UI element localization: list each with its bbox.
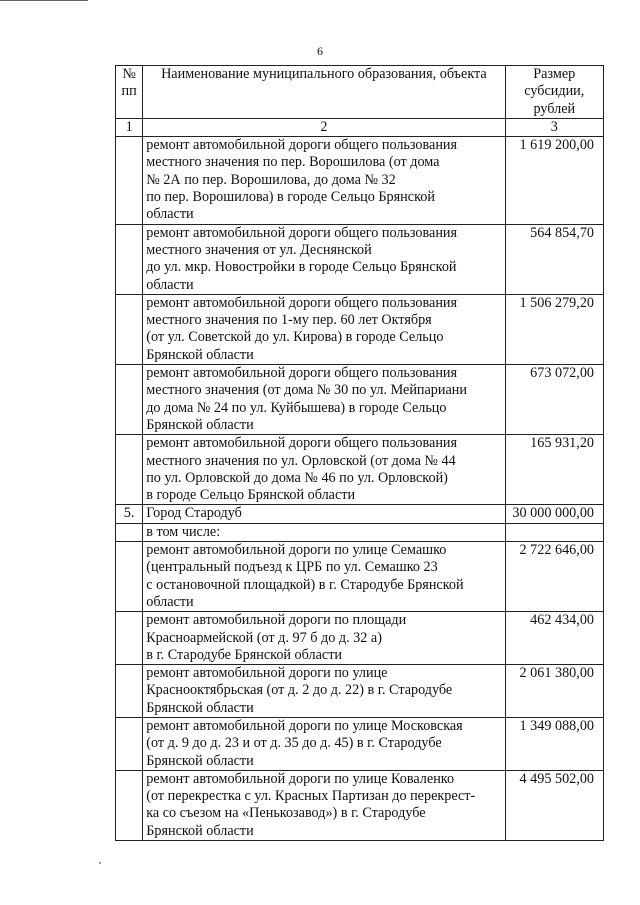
row-number-cell [116, 224, 143, 294]
row-number-cell [116, 365, 143, 435]
subsidy-amount-cell [505, 523, 603, 541]
subsidy-amount-cell: 30 000 000,00 [505, 505, 603, 523]
subsidy-amount-cell: 2 722 646,00 [505, 542, 603, 612]
row-number-cell [116, 770, 143, 840]
object-name-cell: Город Стародуб [143, 505, 505, 523]
table-row [116, 435, 604, 505]
table-row [116, 224, 604, 294]
object-name-cell: в том числе: [143, 523, 505, 541]
table-row [116, 665, 604, 718]
subsidy-amount-cell: 1 506 279,20 [505, 294, 603, 364]
object-name-cell: ремонт автомобильной дороги по площади Красноармейской (от д. 97 б до д. 32 а) в г. Стародубе Брянской области [143, 612, 505, 665]
top-edge-line [0, 0, 88, 1]
row-number-cell [116, 717, 143, 770]
object-name-cell: ремонт автомобильной дороги общего пользования местного значения по пер. Ворошилова (от дома № 2А по пер. Ворошилова, до дома № 32 по пер. Ворошилова) в городе Сельцо Брянской области [143, 137, 505, 224]
table-header-row [116, 66, 604, 119]
subsidy-table [115, 65, 604, 841]
row-number-cell [116, 137, 143, 224]
object-name-cell: ремонт автомобильной дороги по улице Московская (от д. 9 до д. 23 и от д. 35 до д. 45) в г. Стародубе Брянской области [143, 717, 505, 770]
object-name-cell: ремонт автомобильной дороги по улице Семашко (центральный подъезд к ЦРБ по ул. Семашко 23 с остановочной площадкой) в г. Стародубе Брянской области [143, 542, 505, 612]
object-name-cell: ремонт автомобильной дороги общего пользования местного значения от ул. Деснянской до ул. мкр. Новостройки в городе Сельцо Брянской области [143, 224, 505, 294]
subsidy-amount-cell: 673 072,00 [505, 365, 603, 435]
row-number-cell [116, 435, 143, 505]
subsidy-amount-cell: 1 349 088,00 [505, 717, 603, 770]
table-row [116, 365, 604, 435]
table-row [116, 294, 604, 364]
scan-speck [99, 862, 101, 864]
table-row [116, 770, 604, 840]
row-number-cell [116, 665, 143, 718]
header-name-cell: Наименование муниципального образования, объекта [143, 66, 505, 119]
subsidy-amount-cell: 564 854,70 [505, 224, 603, 294]
table-row [116, 612, 604, 665]
row-number-cell [116, 294, 143, 364]
object-name-cell: ремонт автомобильной дороги по улице Коваленко (от перекрестка с ул. Красных Партизан до перекрест- ка со съезом на «Пенькозавод») в г. Стародубе Брянской области [143, 770, 505, 840]
subsidy-amount-cell: 4 495 502,00 [505, 770, 603, 840]
table-row [116, 717, 604, 770]
table-row [116, 137, 604, 224]
table-row [116, 523, 604, 541]
header-number-cell: № пп [116, 66, 143, 119]
column-index-2: 2 [143, 118, 505, 136]
table-row [116, 542, 604, 612]
page-number: 6 [317, 44, 323, 58]
object-name-cell: ремонт автомобильной дороги по улице Краснооктябрьская (от д. 2 до д. 22) в г. Стародубе Брянской области [143, 665, 505, 718]
column-index-row [116, 118, 604, 136]
column-index-1: 1 [116, 118, 143, 136]
object-name-cell: ремонт автомобильной дороги общего пользования местного значения по ул. Орловской (от дома № 44 по ул. Орловской до дома № 46 по ул. Орловской) в городе Сельцо Брянской области [143, 435, 505, 505]
row-number-cell [116, 542, 143, 612]
object-name-cell: ремонт автомобильной дороги общего пользования местного значения по 1-му пер. 60 лет Октября (от ул. Советской до ул. Кирова) в городе Сельцо Брянской области [143, 294, 505, 364]
row-number-cell [116, 523, 143, 541]
subsidy-amount-cell: 2 061 380,00 [505, 665, 603, 718]
table-row [116, 505, 604, 523]
row-number-cell [116, 612, 143, 665]
header-amount-cell: Размер субсидии, рублей [505, 66, 603, 119]
column-index-3: 3 [505, 118, 603, 136]
subsidy-amount-cell: 165 931,20 [505, 435, 603, 505]
subsidy-amount-cell: 462 434,00 [505, 612, 603, 665]
subsidy-amount-cell: 1 619 200,00 [505, 137, 603, 224]
object-name-cell: ремонт автомобильной дороги общего пользования местного значения (от дома № 30 по ул. Мейпариани до дома № 24 по ул. Куйбышева) в городе Сельцо Брянской области [143, 365, 505, 435]
row-number-cell: 5. [116, 505, 143, 523]
